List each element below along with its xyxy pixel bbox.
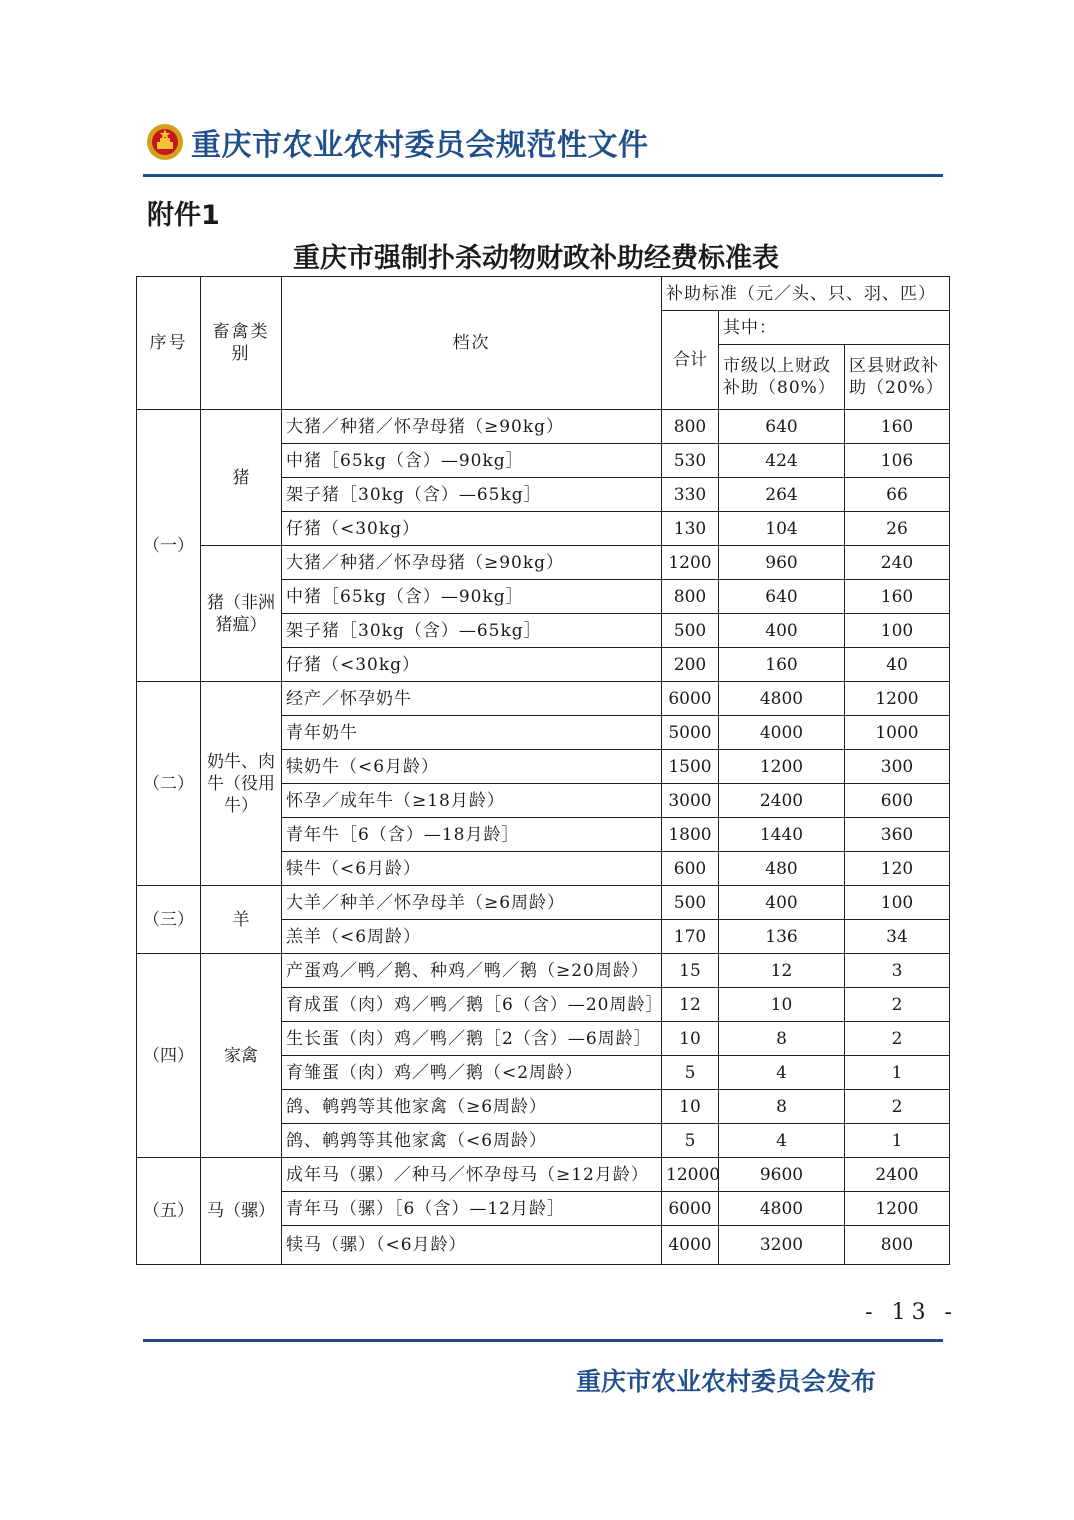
total-cell: 200 [662,648,719,682]
city-cell: 424 [719,444,845,478]
county-cell: 66 [845,478,950,512]
city-cell: 8 [719,1090,845,1124]
table-row [137,410,950,444]
county-cell: 600 [845,784,950,818]
county-cell: 160 [845,580,950,614]
total-cell: 530 [662,444,719,478]
total-cell: 6000 [662,1192,719,1226]
attachment-label: 附件1 [147,200,220,231]
grade-cell: 架子猪［30kg（含）—65kg］ [282,614,662,648]
total-cell: 6000 [662,682,719,716]
county-cell: 1200 [845,1192,950,1226]
total-cell: 1200 [662,546,719,580]
total-cell: 12 [662,988,719,1022]
county-cell: 160 [845,410,950,444]
county-cell: 360 [845,818,950,852]
table-title: 重庆市强制扑杀动物财政补助经费标准表 [293,243,779,274]
county-cell: 1000 [845,716,950,750]
total-cell: 1500 [662,750,719,784]
county-cell: 2400 [845,1158,950,1192]
national-emblem-icon [145,122,185,162]
category-cell: 猪（非洲猪瘟） [201,546,282,682]
category-cell: 猪 [201,410,282,546]
total-cell: 500 [662,614,719,648]
page-number: - 13 - [865,1300,958,1325]
grade-cell: 产蛋鸡／鸭／鹅、种鸡／鸭／鹅（≥20周龄） [282,954,662,988]
grade-cell: 大羊／种羊／怀孕母羊（≥6周龄） [282,886,662,920]
document-header [145,118,649,166]
category-cell: 奶牛、肉牛（役用牛） [201,682,282,886]
category-cell: 羊 [201,886,282,954]
total-cell: 5 [662,1124,719,1158]
county-cell: 26 [845,512,950,546]
city-cell: 1200 [719,750,845,784]
header-city: 市级以上财政补助（80%） [719,345,845,410]
city-cell: 12 [719,954,845,988]
category-cell: 马（骡） [201,1158,282,1265]
header-county: 区县财政补助（20%） [845,345,950,410]
table-row [137,886,950,920]
table-row [137,546,950,580]
city-cell: 9600 [719,1158,845,1192]
category-cell: 家禽 [201,954,282,1158]
header-grade: 档次 [282,277,662,410]
group-seq: （一） [137,410,201,682]
total-cell: 1800 [662,818,719,852]
table-row [137,954,950,988]
county-cell: 2 [845,1090,950,1124]
header-standard: 补助标准（元／头、只、羽、匹） [662,277,950,311]
city-cell: 4 [719,1056,845,1090]
grade-cell: 大猪／种猪／怀孕母猪（≥90kg） [282,410,662,444]
header-seq: 序号 [137,277,201,410]
total-cell: 5 [662,1056,719,1090]
city-cell: 160 [719,648,845,682]
grade-cell: 育雏蛋（肉）鸡／鸭／鹅（<2周龄） [282,1056,662,1090]
grade-cell: 怀孕／成年牛（≥18月龄） [282,784,662,818]
group-seq: （四） [137,954,201,1158]
county-cell: 100 [845,614,950,648]
group-seq: （五） [137,1158,201,1265]
county-cell: 100 [845,886,950,920]
total-cell: 330 [662,478,719,512]
header-total: 合计 [662,311,719,410]
city-cell: 1440 [719,818,845,852]
total-cell: 15 [662,954,719,988]
grade-cell: 中猪［65kg（含）—90kg］ [282,580,662,614]
header-rule [143,174,943,177]
city-cell: 400 [719,614,845,648]
header-among: 其中： [719,311,950,345]
county-cell: 120 [845,852,950,886]
header-category: 畜禽类别 [201,277,282,410]
total-cell: 800 [662,410,719,444]
city-cell: 136 [719,920,845,954]
city-cell: 480 [719,852,845,886]
grade-cell: 鸽、鹌鹑等其他家禽（≥6周龄） [282,1090,662,1124]
grade-cell: 羔羊（<6周龄） [282,920,662,954]
city-cell: 104 [719,512,845,546]
grade-cell: 青年奶牛 [282,716,662,750]
city-cell: 3200 [719,1226,845,1265]
total-cell: 500 [662,886,719,920]
total-cell: 3000 [662,784,719,818]
grade-cell: 大猪／种猪／怀孕母猪（≥90kg） [282,546,662,580]
group-seq: （三） [137,886,201,954]
city-cell: 4800 [719,682,845,716]
county-cell: 300 [845,750,950,784]
county-cell: 1 [845,1056,950,1090]
county-cell: 3 [845,954,950,988]
subsidy-standard-table [136,276,950,1265]
total-cell: 4000 [662,1226,719,1265]
total-cell: 600 [662,852,719,886]
city-cell: 960 [719,546,845,580]
grade-cell: 中猪［65kg（含）—90kg］ [282,444,662,478]
grade-cell: 仔猪（<30kg） [282,512,662,546]
grade-cell: 犊马（骡）（<6月龄） [282,1226,662,1265]
city-cell: 8 [719,1022,845,1056]
county-cell: 800 [845,1226,950,1265]
city-cell: 4 [719,1124,845,1158]
table-row [137,1158,950,1192]
city-cell: 2400 [719,784,845,818]
county-cell: 106 [845,444,950,478]
county-cell: 240 [845,546,950,580]
total-cell: 130 [662,512,719,546]
footer-rule [143,1339,943,1342]
city-cell: 264 [719,478,845,512]
grade-cell: 生长蛋（肉）鸡／鸭／鹅［2（含）—6周龄］ [282,1022,662,1056]
grade-cell: 仔猪（<30kg） [282,648,662,682]
county-cell: 1 [845,1124,950,1158]
city-cell: 10 [719,988,845,1022]
total-cell: 800 [662,580,719,614]
city-cell: 4000 [719,716,845,750]
total-cell: 5000 [662,716,719,750]
grade-cell: 架子猪［30kg（含）—65kg］ [282,478,662,512]
grade-cell: 青年牛［6（含）—18月龄］ [282,818,662,852]
city-cell: 640 [719,580,845,614]
county-cell: 1200 [845,682,950,716]
grade-cell: 经产／怀孕奶牛 [282,682,662,716]
grade-cell: 犊牛（<6月龄） [282,852,662,886]
total-cell: 10 [662,1090,719,1124]
total-cell: 170 [662,920,719,954]
county-cell: 40 [845,648,950,682]
grade-cell: 鸽、鹌鹑等其他家禽（<6周龄） [282,1124,662,1158]
grade-cell: 犊奶牛（<6月龄） [282,750,662,784]
group-seq: （二） [137,682,201,886]
county-cell: 34 [845,920,950,954]
grade-cell: 成年马（骡）／种马／怀孕母马（≥12月龄） [282,1158,662,1192]
total-cell: 12000 [662,1158,719,1192]
city-cell: 4800 [719,1192,845,1226]
grade-cell: 青年马（骡）［6（含）—12月龄］ [282,1192,662,1226]
county-cell: 2 [845,988,950,1022]
county-cell: 2 [845,1022,950,1056]
total-cell: 10 [662,1022,719,1056]
city-cell: 640 [719,410,845,444]
footer-publisher: 重庆市农业农村委员会发布 [576,1367,877,1396]
city-cell: 400 [719,886,845,920]
grade-cell: 育成蛋（肉）鸡／鸭／鹅［6（含）—20周龄］ [282,988,662,1022]
header-title: 重庆市农业农村委员会规范性文件 [191,128,649,163]
table-row [137,682,950,716]
